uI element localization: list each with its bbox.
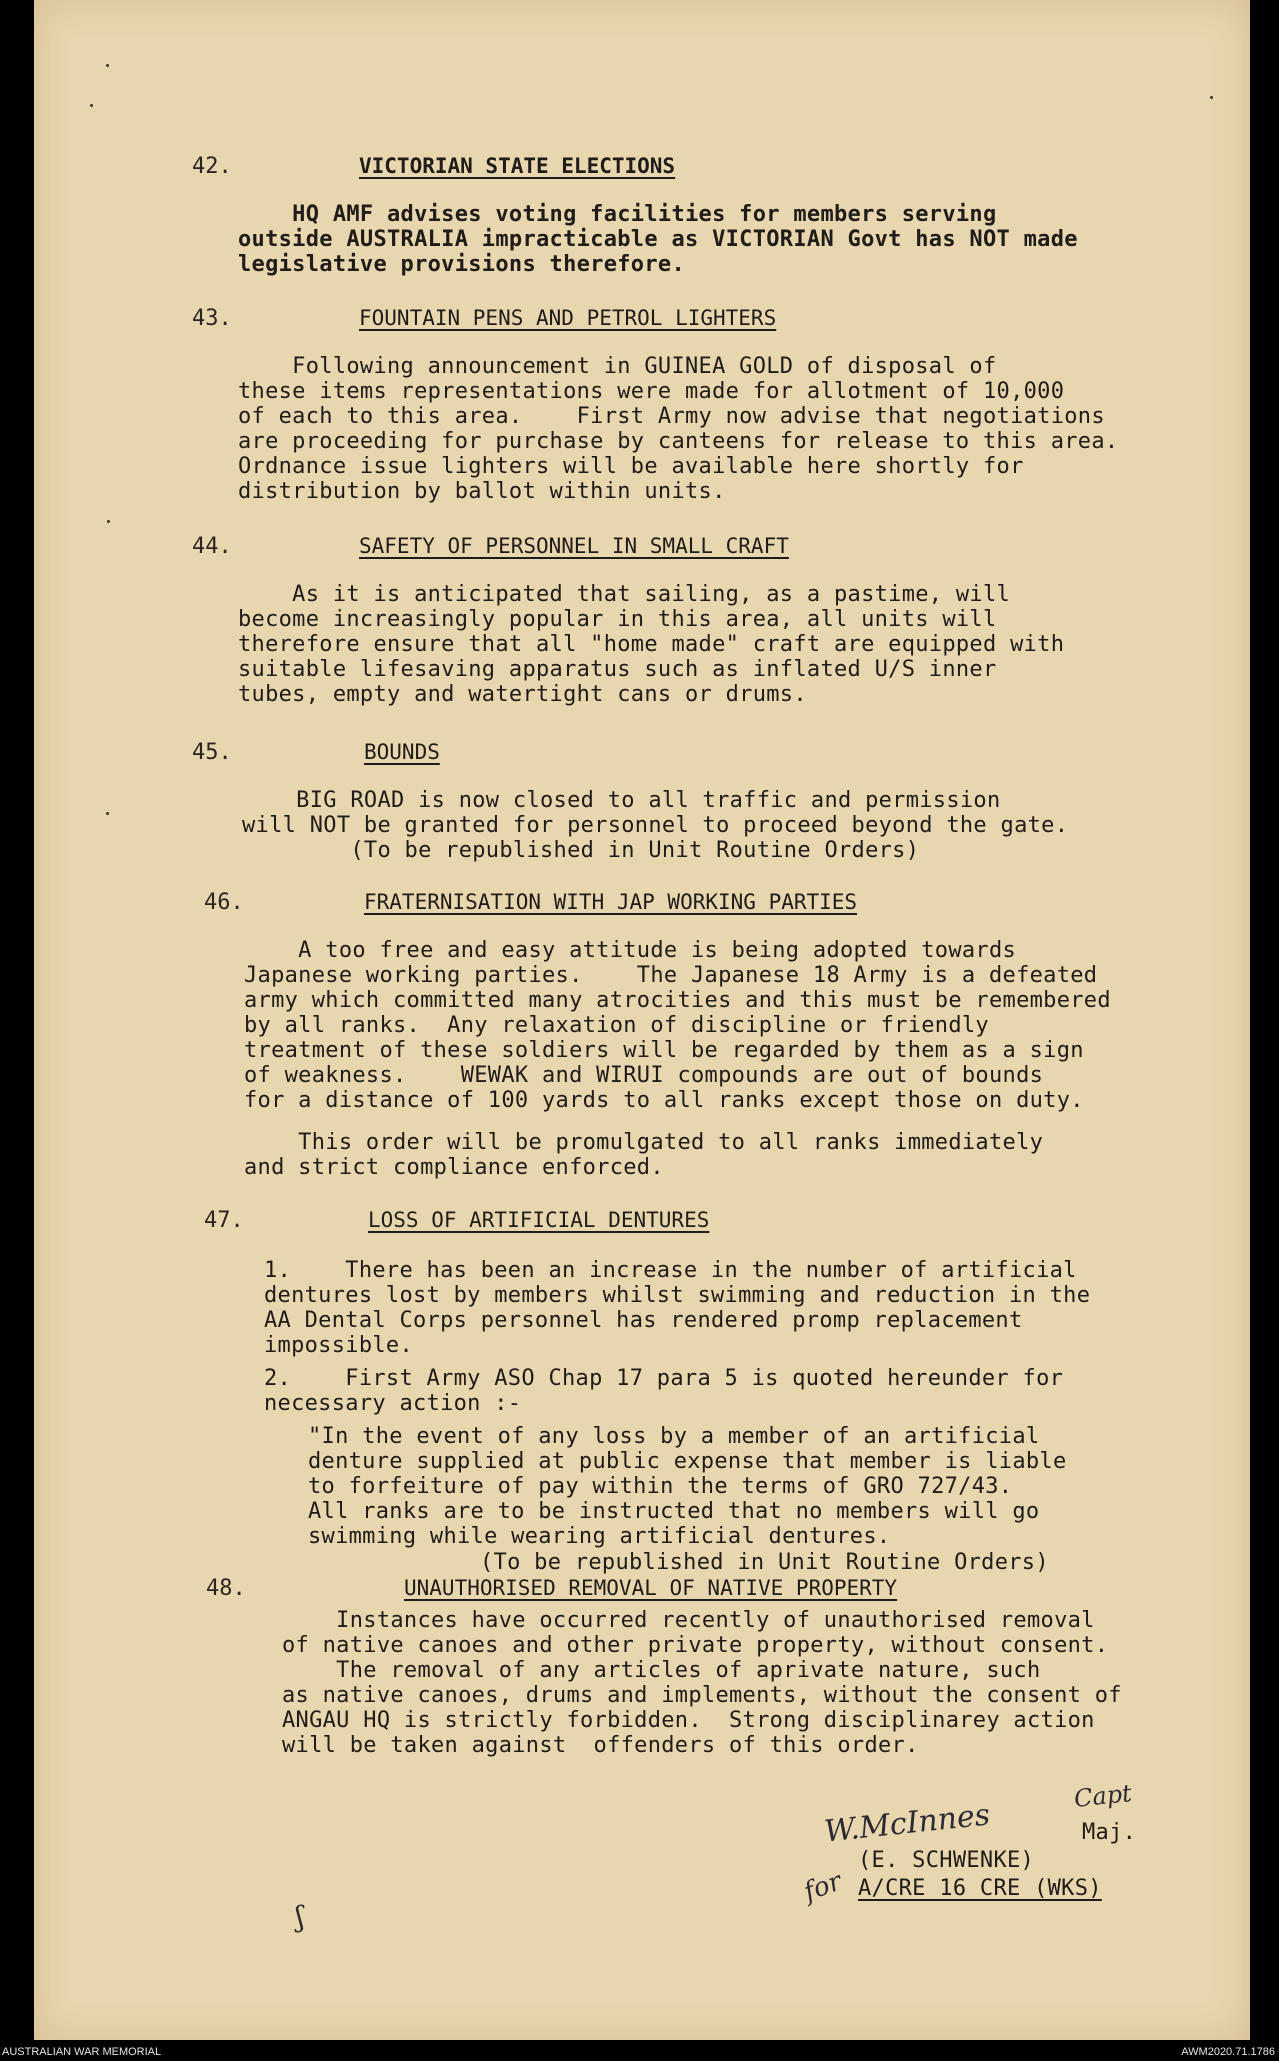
section-heading: SAFETY OF PERSONNEL IN SMALL CRAFT xyxy=(359,534,789,558)
paper-speck xyxy=(1210,96,1213,99)
section-quote: "In the event of any loss by a member of an artificial denture supplied at public expense that member is liable to forfeiture of pay within the terms of GRO 727/43. All ranks are to be instructed that no members will go swimming while wearing artificial dentures. xyxy=(308,1424,1067,1549)
signature-rank: Maj. xyxy=(1082,1820,1137,1845)
footer-right: AWM2020.71.1786 xyxy=(1181,2046,1275,2058)
section-heading: VICTORIAN STATE ELECTIONS xyxy=(359,154,676,178)
section-number: 44. xyxy=(192,534,232,559)
section-heading: LOSS OF ARTIFICIAL DENTURES xyxy=(368,1208,710,1232)
section-body: BIG ROAD is now closed to all traffic and permission will NOT be granted for personnel to proceed beyond the gate. (To be republished in Unit Routine Orders) xyxy=(242,788,1069,863)
handwritten-signature: W.McInnes xyxy=(822,1797,992,1850)
section-number: 46. xyxy=(204,890,244,915)
handwritten-capt: Capt xyxy=(1072,1779,1133,1813)
section-number: 48. xyxy=(206,1576,246,1601)
signature-name: (E. SCHWENKE) xyxy=(858,1848,1035,1873)
section-body: Instances have occurred recently of unauthorised removal of native canoes and other private property, without consent. The removal of any articles of aprivate nature, such as native canoes, drums and implements, without the consent of ANGAU HQ is strictly forbidden. Strong disciplinarey action will be taken against offenders of this order. xyxy=(282,1608,1122,1758)
section-heading: UNAUTHORISED REMOVAL OF NATIVE PROPERTY xyxy=(404,1576,898,1600)
section-body: HQ AMF advises voting facilities for members serving outside AUSTRALIA impracticable as VICTORIAN Govt has NOT made legislative provisions therefore. xyxy=(238,202,1078,277)
section-body: As it is anticipated that sailing, as a pastime, will become increasingly popular in this area, all units will therefore ensure that all "home made" craft are equipped with suitable lifesaving apparatus such as inflated U/S inner tubes, empty and watertight cans or drums. xyxy=(238,582,1065,707)
section-heading: FOUNTAIN PENS AND PETROL LIGHTERS xyxy=(359,306,777,330)
handwritten-for: for xyxy=(800,1866,846,1908)
section-heading: FRATERNISATION WITH JAP WORKING PARTIES xyxy=(364,890,858,914)
section-body: This order will be promulgated to all ranks immediately and strict compliance enforced. xyxy=(244,1130,1044,1180)
section-number: 45. xyxy=(192,740,232,765)
paper-speck xyxy=(106,812,109,815)
section-paragraph: 1. There has been an increase in the number of artificial dentures lost by members whilst swimming and reduction in the AA Dental Corps personnel has rendered promp replacement impossible. xyxy=(264,1258,1091,1358)
paper-speck xyxy=(107,520,110,523)
section-number: 43. xyxy=(192,306,232,331)
section-number: 47. xyxy=(204,1208,244,1233)
section-number: 42. xyxy=(192,154,232,179)
paper-speck xyxy=(90,104,93,107)
section-body: Following announcement in GUINEA GOLD of disposal of these items representations were made for allotment of 10,000 of each to this area. First Army now advise that negotiations are proceeding for purchase by canteens for release to this area. Ordnance issue lighters will be available here shortly for distribution by ballot within units. xyxy=(238,354,1119,504)
section-note: (To be republished in Unit Routine Orders) xyxy=(480,1550,1049,1575)
pencil-mark: ʃ xyxy=(294,1899,306,1934)
paper-speck xyxy=(106,64,109,67)
document-page xyxy=(34,0,1250,2040)
section-heading: BOUNDS xyxy=(364,740,440,764)
signature-title: A/CRE 16 CRE (WKS) xyxy=(858,1876,1102,1901)
section-paragraph: 2. First Army ASO Chap 17 para 5 is quoted hereunder for necessary action :- xyxy=(264,1366,1064,1416)
footer-left: AUSTRALIAN WAR MEMORIAL xyxy=(2,2046,162,2058)
section-body: A too free and easy attitude is being adopted towards Japanese working parties. The Japanese 18 Army is a defeated army which committed many atrocities and this must be remembered by all ranks. Any relaxation of discipline or friendly treatment of these soldiers will be regarded by them as a sign of weakness. WEWAK and WIRUI compounds are out of bounds for a distance of 100 yards to all ranks except those on duty. xyxy=(244,938,1111,1113)
